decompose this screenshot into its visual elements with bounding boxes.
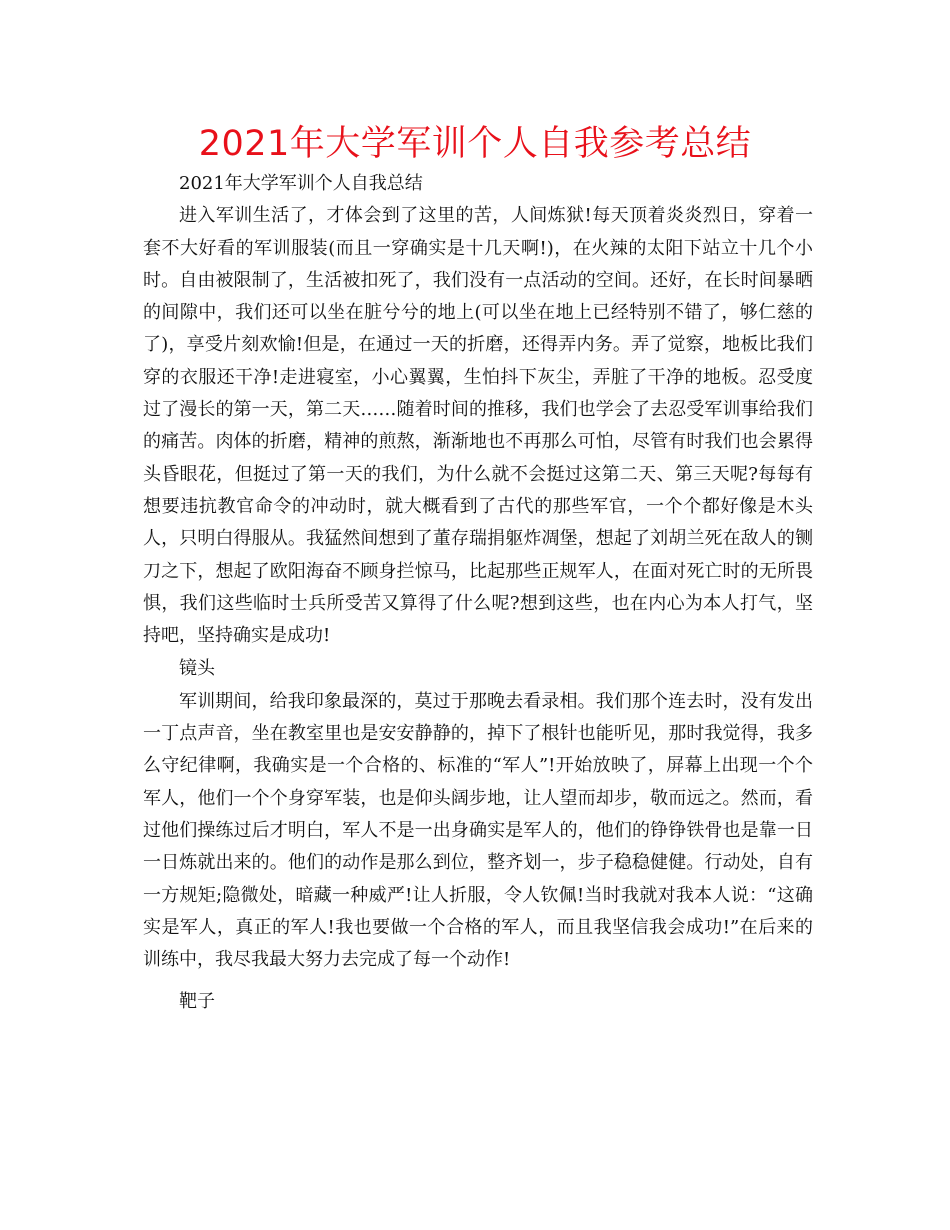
document-subtitle: 2021年大学军训个人自我总结 bbox=[179, 173, 423, 194]
section-heading-camera: 镜头 bbox=[179, 658, 215, 680]
paragraph-video-memory: 军训期间，给我印象最深的，莫过于那晚去看录相。我们那个连去时，没有发出一丁点声音，坐在教室里也是安安静静的，掉下了根针也能听见，那时我觉得，我多么守纪律啊，我确实是一个合格的、标准的“军人”!开始放映了，屏幕上出现一个个军人，他们一个个身穿军装，也是仰头阔步地，让人望而却步，敬而远之。然而，看过他们操练过后才明白，军人不是一出身确实是军人的，他们的铮铮铁骨也是靠一日一日炼就出来的。他们的动作是那么到位，整齐划一，步子稳稳健健。行动处，自有一方规矩;隐微处，暗藏一种威严!让人折服，令人钦佩!当时我就对我本人说：“这确实是军人，真正的军人!我也要做一个合格的军人，而且我坚信我会成功!”在后来的训练中，我尽我最大努力去完成了每一个动作! bbox=[143, 690, 813, 971]
paragraph-training-hardship: 进入军训生活了，才体会到了这里的苦，人间炼狱!每天顶着炎炎烈日，穿着一套不大好看的军训服装(而且一穿确实是十几天啊!)，在火辣的太阳下站立十几个小时。自由被限制了，生活被扣死了，我们没有一点活动的空间。还好，在长时间暴晒的间隙中，我们还可以坐在脏兮兮的地上(可以坐在地上已经特别不错了，够仁慈的了)，享受片刻欢愉!但是，在通过一天的折磨，还得弄内务。弄了觉察，地板比我们穿的衣服还干净!走进寝室，小心翼翼，生怕抖下灰尘，弄脏了干净的地板。忍受度过了漫长的第一天，第二天……随着时间的推移，我们也学会了去忍受军训事给我们的痛苦。肉体的折磨，精神的煎熬，渐渐地也不再那么可怕，尽管有时我们也会累得头昏眼花，但挺过了第一天的我们，为什么就不会挺过这第二天、第三天呢?每每有想要违抗教官命令的冲动时，就大概看到了古代的那些军官，一个个都好像是木头人，只明白得服从。我猛然间想到了董存瑞捐躯炸凋堡，想起了刘胡兰死在敌人的铡刀之下，想起了欧阳海奋不顾身拦惊马，比起那些正规军人，在面对死亡时的无所畏惧，我们这些临时士兵所受苦又算得了什么呢?想到这些，也在内心为本人打气，坚持吧，坚持确实是成功! bbox=[143, 205, 813, 647]
document-title: 2021年大学军训个人自我参考总结 bbox=[198, 124, 752, 164]
section-heading-target: 靶子 bbox=[179, 991, 215, 1013]
document-body bbox=[143, 168, 813, 1019]
